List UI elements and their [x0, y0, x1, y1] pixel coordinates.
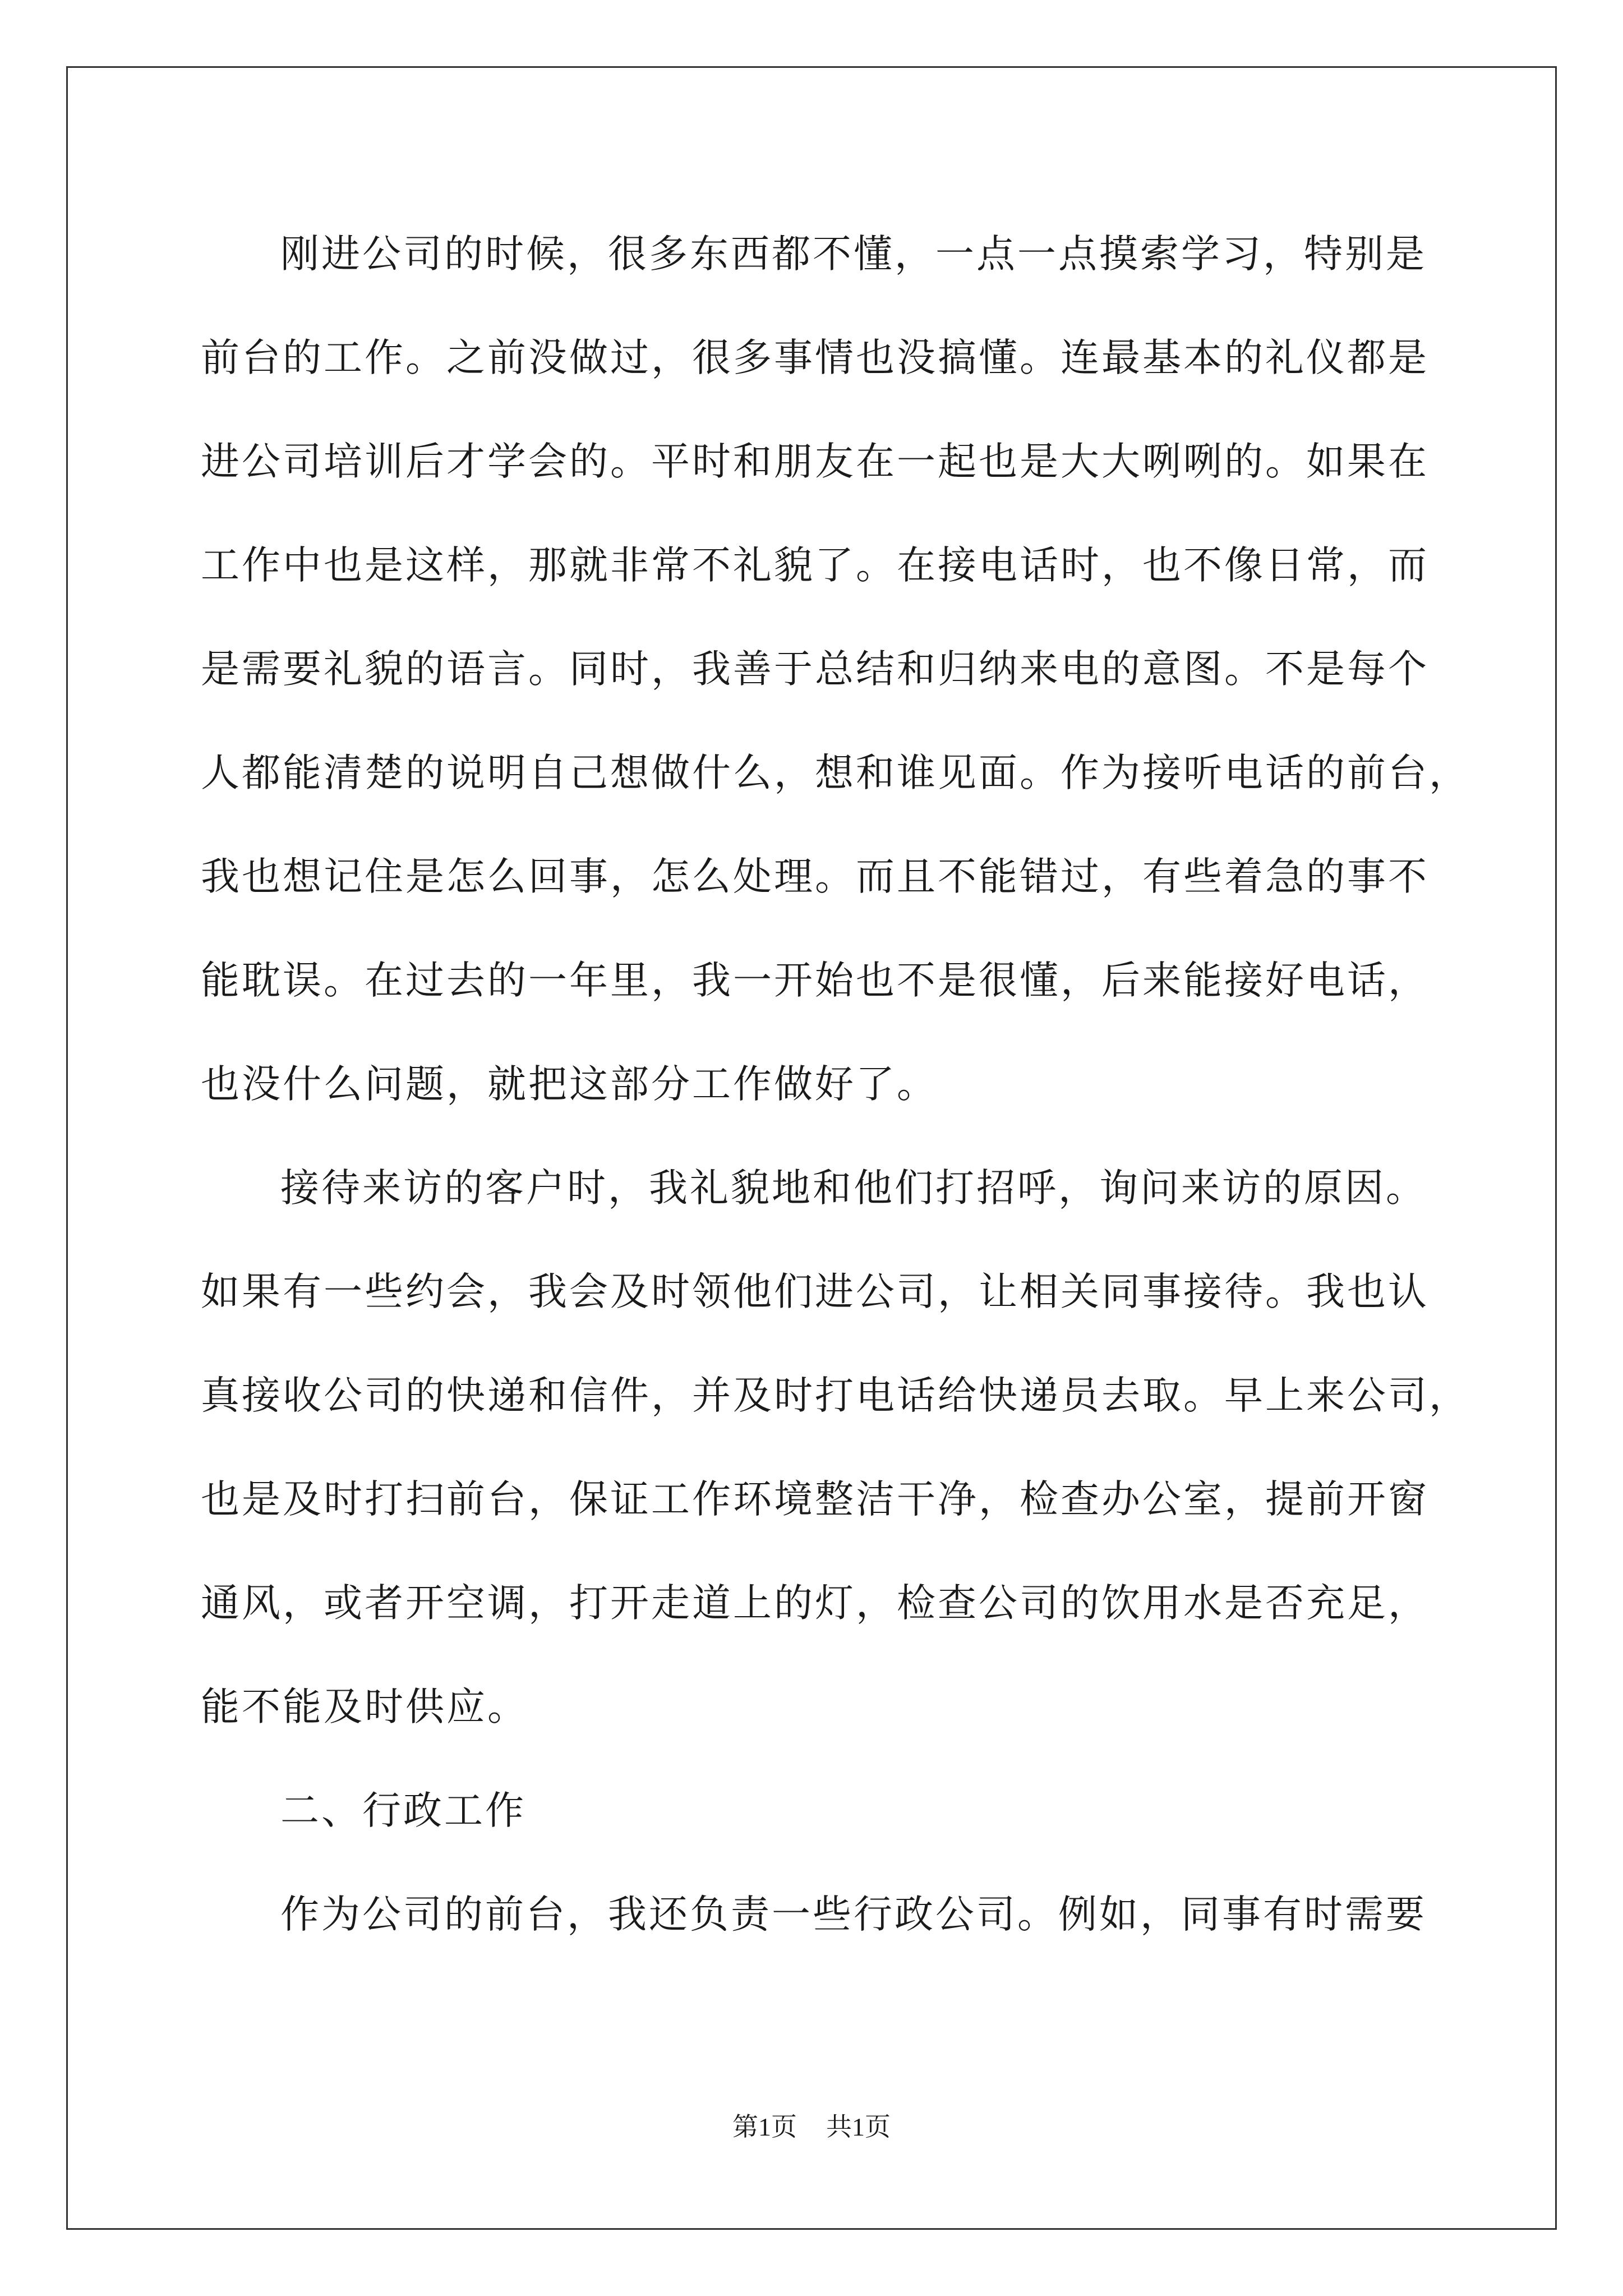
text-line: 作为公司的前台，我还负责一些行政公司。例如，同事有时需要 [280, 1892, 1427, 1937]
text-line: 也没什么问题，就把这部分工作做好了。 [201, 1062, 938, 1107]
text-line: 能不能及时供应。 [201, 1685, 528, 1729]
text-line: 前台的工作。之前没做过，很多事情也没搞懂。连最基本的礼仪都是 [201, 335, 1429, 380]
text-line: 如果有一些约会，我会及时领他们进公司，让相关同事接待。我也认 [201, 1269, 1429, 1314]
page-footer [0, 2110, 1623, 2144]
page-total: 共1页 [826, 2113, 891, 2141]
text-line: 我也想记住是怎么回事，怎么处理。而且不能错过，有些着急的事不 [201, 854, 1429, 899]
text-line: 真接收公司的快递和信件，并及时打电话给快递员去取。早上来公司， [201, 1373, 1470, 1418]
text-line: 刚进公司的时候，很多东西都不懂，一点一点摸索学习，特别是 [280, 232, 1427, 277]
text-line: 也是及时打扫前台，保证工作环境整洁干净，检查办公室，提前开窗 [201, 1477, 1429, 1522]
text-line: 通风，或者开空调，打开走道上的灯，检查公司的饮用水是否充足， [201, 1581, 1429, 1626]
text-line: 人都能清楚的说明自己想做什么，想和谁见面。作为接听电话的前台， [201, 751, 1470, 795]
text-line: 接待来访的客户时，我礼貌地和他们打招呼，询问来访的原因。 [280, 1166, 1427, 1211]
text-line: 工作中也是这样，那就非常不礼貌了。在接电话时，也不像日常，而 [201, 543, 1429, 588]
text-line: 进公司培训后才学会的。平时和朋友在一起也是大大咧咧的。如果在 [201, 439, 1429, 484]
text-line: 能耽误。在过去的一年里，我一开始也不是很懂，后来能接好电话， [201, 958, 1429, 1003]
text-line: 是需要礼貌的语言。同时，我善于总结和归纳来电的意图。不是每个 [201, 647, 1429, 692]
section-heading: 二、行政工作 [280, 1788, 526, 1833]
page-number: 第1页 [732, 2113, 797, 2141]
